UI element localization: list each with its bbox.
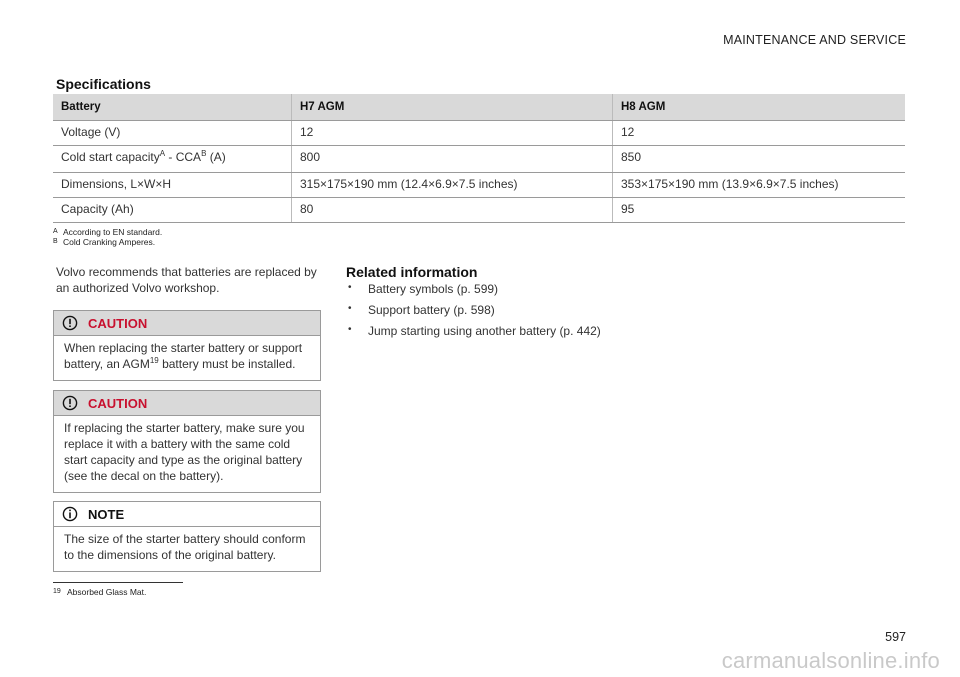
footnote-19 <box>53 587 146 597</box>
caution-box-agm <box>53 310 321 381</box>
related-link-jump-starting[interactable] <box>346 324 601 345</box>
table-row-capacity <box>53 198 905 223</box>
footnote-text: Absorbed Glass Mat. <box>67 587 147 597</box>
footnote-mark: A <box>53 228 58 235</box>
caution-text-part: When replacing the starter battery or support battery, an AGM <box>64 341 303 371</box>
table-header-row <box>53 94 905 121</box>
watermark: carmanualsonline.info <box>721 648 940 673</box>
caution-header <box>54 311 320 336</box>
row-label: Dimensions, L×W×H <box>53 173 292 198</box>
caution-text <box>54 336 320 380</box>
table-row-cold-start <box>53 146 905 173</box>
h8-value: 95 <box>613 198 906 223</box>
caution-text: If replacing the starter battery, make sure you replace it with a battery with the same cold start capacity and type as the original battery (see the decal on the battery). <box>64 421 305 483</box>
note-text: The size of the starter battery should conform to the dimensions of the original battery. <box>64 532 306 562</box>
row-label <box>53 146 292 173</box>
table-footnote-a <box>53 227 162 237</box>
column-header-battery: Battery <box>53 94 292 121</box>
table-footnote-b <box>53 237 155 247</box>
related-link-support-battery[interactable] <box>346 303 601 324</box>
section-title: Specifications <box>56 76 151 92</box>
note-label: NOTE <box>88 507 125 522</box>
caution-label: CAUTION <box>88 316 148 331</box>
caution-box-replace <box>53 390 321 493</box>
footnote-divider <box>53 582 183 583</box>
column-header-h8: H8 AGM <box>613 94 906 121</box>
related-link-text[interactable]: Jump starting using another battery (p. 442) <box>368 324 601 338</box>
footnote-ref-a: A <box>159 149 166 158</box>
exclamation-circle-icon <box>62 395 78 411</box>
bullet: • <box>348 303 352 314</box>
h7-value: 12 <box>292 121 613 146</box>
h8-value: 12 <box>613 121 906 146</box>
exclamation-circle-icon <box>62 315 78 331</box>
row-label: Voltage (V) <box>53 121 292 146</box>
h7-value: 80 <box>292 198 613 223</box>
footnote-mark: B <box>53 238 58 245</box>
page-number: 597 <box>885 630 906 644</box>
caution-label: CAUTION <box>88 396 148 411</box>
related-information-title: Related information <box>346 264 478 280</box>
h8-value: 353×175×190 mm (13.9×6.9×7.5 inches) <box>613 173 906 198</box>
info-circle-icon <box>62 506 78 522</box>
caution-header <box>54 391 320 416</box>
label-part: Cold start capacity <box>61 150 160 164</box>
h7-value: 800 <box>292 146 613 173</box>
intro-paragraph: Volvo recommends that batteries are replaced by an authorized Volvo workshop. <box>56 265 317 295</box>
table-row-voltage <box>53 121 905 146</box>
related-information-list <box>346 282 601 345</box>
label-part: (A) <box>206 150 226 164</box>
h8-value: 850 <box>613 146 906 173</box>
specifications-table <box>53 94 905 223</box>
column-header-h7: H7 AGM <box>292 94 613 121</box>
bullet: • <box>348 324 352 335</box>
running-header: MAINTENANCE AND SERVICE <box>723 33 906 47</box>
bullet: • <box>348 282 352 293</box>
caution-text-part: battery must be installed. <box>158 357 296 371</box>
note-box <box>53 501 321 572</box>
footnote-ref-b: B <box>201 149 207 158</box>
footnote-ref-19: 19 <box>149 356 159 365</box>
h7-value: 315×175×190 mm (12.4×6.9×7.5 inches) <box>292 173 613 198</box>
row-label: Capacity (Ah) <box>53 198 292 223</box>
footnote-text: According to EN standard. <box>63 227 163 237</box>
label-part: - CCA <box>165 150 202 164</box>
related-link-battery-symbols[interactable] <box>346 282 601 303</box>
related-link-text[interactable]: Support battery (p. 598) <box>368 303 495 317</box>
related-link-text[interactable]: Battery symbols (p. 599) <box>368 282 499 296</box>
footnote-text: Cold Cranking Amperes. <box>63 237 156 247</box>
table-row-dimensions <box>53 173 905 198</box>
footnote-mark: 19 <box>53 588 61 595</box>
note-header <box>54 502 320 527</box>
